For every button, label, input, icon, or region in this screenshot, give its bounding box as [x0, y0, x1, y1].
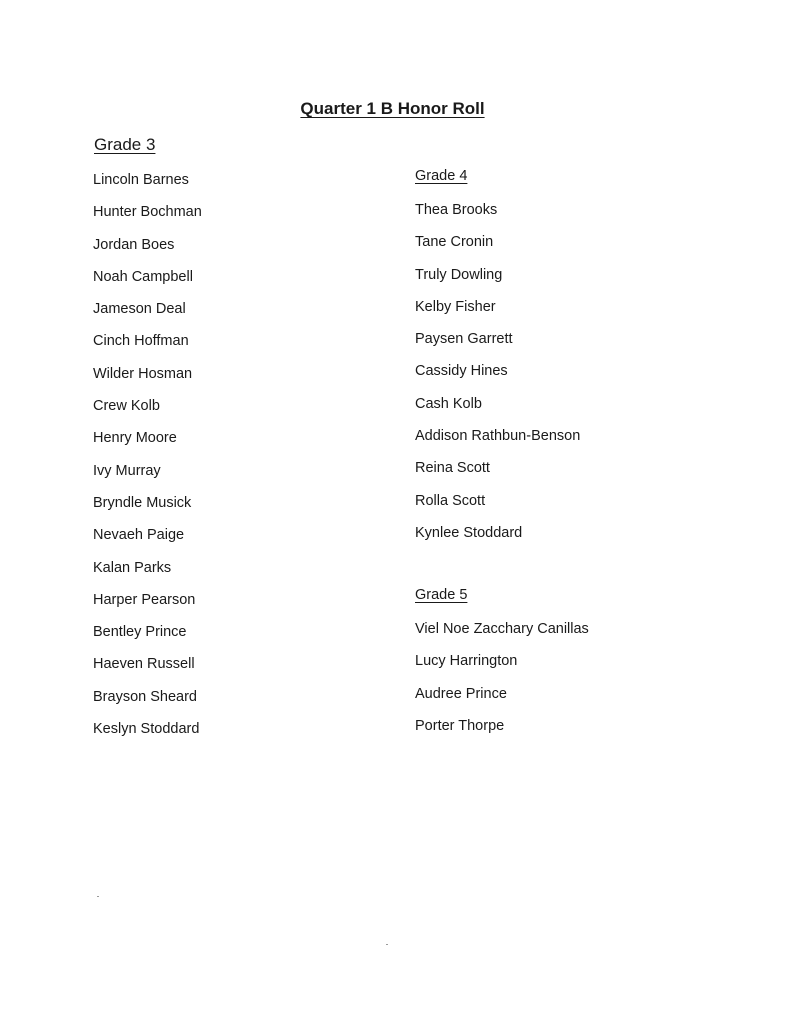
- student-name: Paysen Garrett: [415, 331, 513, 348]
- student-name: Lincoln Barnes: [93, 172, 189, 188]
- grade-3-student-list: [93, 170, 202, 751]
- student-name: Noah Campbell: [93, 268, 193, 285]
- student-name: Audree Prince: [415, 685, 507, 702]
- student-name: Tane Cronin: [415, 234, 494, 251]
- student-name: Thea Brooks: [415, 202, 498, 218]
- grade-5-student-list: [415, 619, 589, 748]
- scan-speck: [386, 944, 388, 945]
- student-name: Kalan Parks: [93, 559, 172, 576]
- student-name: Jordan Boes: [93, 236, 175, 253]
- student-name: Nevaeh Paige: [93, 527, 185, 544]
- student-name: Porter Thorpe: [415, 717, 505, 734]
- grade-4-student-list: [415, 200, 580, 555]
- student-name: Viel Noe Zacchary Canillas: [415, 621, 589, 637]
- grade-3-heading: Grade 3: [94, 135, 156, 154]
- student-name: Rolla Scott: [415, 492, 486, 509]
- student-name: Haeven Russell: [93, 656, 195, 673]
- student-name: Henry Moore: [93, 430, 177, 447]
- grade-5-heading: Grade 5: [415, 587, 468, 603]
- student-name: Kynlee Stoddard: [415, 524, 523, 541]
- student-name: Truly Dowling: [415, 266, 503, 283]
- student-name: Ivy Murray: [93, 462, 161, 479]
- student-name: Addison Rathbun-Benson: [415, 428, 581, 445]
- student-name: Cash Kolb: [415, 395, 482, 412]
- student-name: Brayson Sheard: [93, 688, 197, 705]
- page-title: Quarter 1 B Honor Roll: [300, 99, 485, 118]
- student-name: Cinch Hoffman: [93, 333, 189, 350]
- student-name: Crew Kolb: [93, 398, 160, 415]
- student-name: Cassidy Hines: [415, 363, 508, 380]
- student-name: Reina Scott: [415, 460, 490, 477]
- scan-speck: [97, 896, 99, 897]
- grade-4-heading: Grade 4: [415, 168, 468, 184]
- student-name: Kelby Fisher: [415, 298, 496, 315]
- student-name: Hunter Bochman: [93, 204, 202, 221]
- student-name: Bryndle Musick: [93, 494, 192, 511]
- student-name: Keslyn Stoddard: [93, 721, 200, 738]
- student-name: Wilder Hosman: [93, 365, 193, 382]
- student-name: Bentley Prince: [93, 624, 187, 641]
- student-name: Harper Pearson: [93, 591, 196, 608]
- student-name: Lucy Harrington: [415, 653, 518, 670]
- student-name: Jameson Deal: [93, 301, 186, 318]
